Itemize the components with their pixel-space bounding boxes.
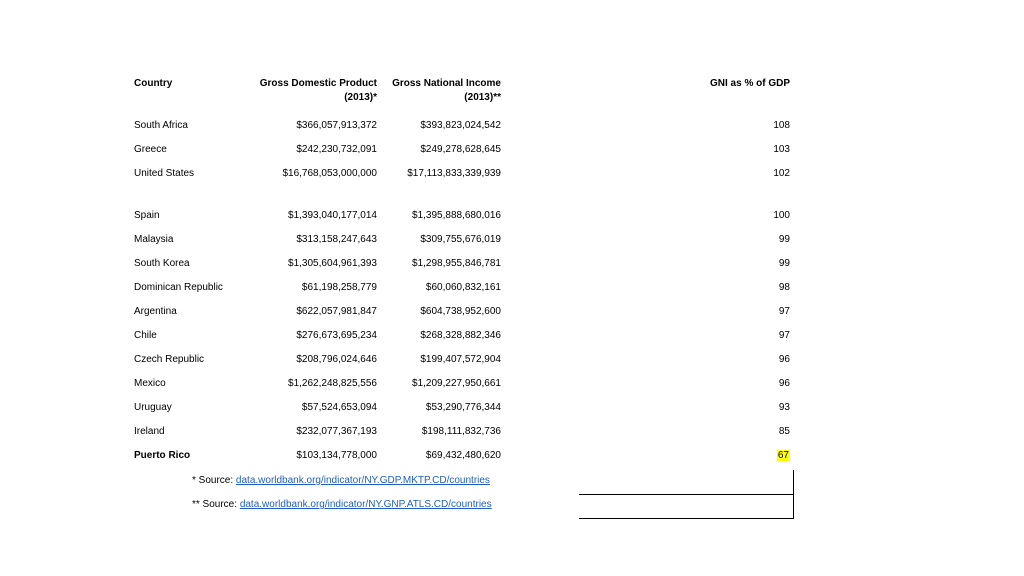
country-cell: South Africa <box>134 120 188 131</box>
pct-cell: 93 <box>778 402 790 413</box>
gni-cell: $393,823,024,542 <box>420 120 501 131</box>
country-cell: Spain <box>134 210 160 221</box>
source-gni-link[interactable]: data.worldbank.org/indicator/NY.GNP.ATLS.CD/countries <box>239 499 492 510</box>
pct-cell: 96 <box>778 378 790 389</box>
pct-cell: 103 <box>773 144 790 155</box>
country-cell: Ireland <box>134 426 165 437</box>
gdp-cell: $232,077,367,193 <box>296 426 377 437</box>
country-cell: South Korea <box>134 258 190 269</box>
source-prefix: * Source: <box>192 475 236 486</box>
header-gdp-line1: Gross Domestic Product <box>259 78 377 89</box>
gdp-cell: $276,673,695,234 <box>296 330 377 341</box>
gdp-cell: $366,057,913,372 <box>296 120 377 131</box>
header-gni-line2: (2013)** <box>464 92 501 103</box>
pct-cell: 99 <box>778 234 790 245</box>
table-rule-vertical <box>793 470 794 519</box>
gni-cell: $1,395,888,680,016 <box>412 210 501 221</box>
pct-cell: 102 <box>773 168 790 179</box>
gni-cell: $249,278,628,645 <box>420 144 501 155</box>
country-cell: Dominican Republic <box>134 282 223 293</box>
pct-cell: 108 <box>773 120 790 131</box>
gdp-cell: $242,230,732,091 <box>296 144 377 155</box>
country-cell: Mexico <box>134 378 166 389</box>
country-cell: Argentina <box>134 306 177 317</box>
gni-cell: $53,290,776,344 <box>425 402 501 413</box>
pct-cell: 97 <box>778 330 790 341</box>
country-cell: Greece <box>134 144 167 155</box>
pct-cell: 98 <box>778 282 790 293</box>
gdp-cell: $208,796,024,646 <box>296 354 377 365</box>
gni-cell: $198,111,832,736 <box>421 426 501 437</box>
source-gdp-link[interactable]: data.worldbank.org/indicator/NY.GDP.MKTP.CD/countries <box>235 475 490 486</box>
header-country: Country <box>134 78 173 89</box>
header-gni-pct: GNI as % of GDP <box>709 78 790 89</box>
source-prefix: ** Source: <box>192 499 240 510</box>
country-cell: Chile <box>134 330 157 341</box>
pct-cell: 97 <box>778 306 790 317</box>
table-rule <box>579 518 794 519</box>
pct-cell: 85 <box>778 426 790 437</box>
header-gni-line1: Gross National Income <box>392 78 501 89</box>
gni-cell: $1,209,227,950,661 <box>412 378 501 389</box>
gdp-cell: $1,305,604,961,393 <box>288 258 377 269</box>
gni-cell: $309,755,676,019 <box>420 234 501 245</box>
gni-cell: $199,407,572,904 <box>420 354 501 365</box>
pct-cell <box>690 449 790 462</box>
header-gdp-line2: (2013)* <box>344 92 377 103</box>
table-rule <box>579 494 794 495</box>
country-cell: Malaysia <box>134 234 174 245</box>
pct-cell: 96 <box>778 354 790 365</box>
gdp-cell: $1,262,248,825,556 <box>288 378 377 389</box>
gdp-cell: $622,057,981,847 <box>296 306 377 317</box>
gdp-cell: $103,134,778,000 <box>296 450 377 461</box>
gni-cell: $69,432,480,620 <box>425 450 501 461</box>
country-cell: United States <box>134 168 195 179</box>
country-cell: Puerto Rico <box>134 450 191 461</box>
gdp-cell: $61,198,258,779 <box>301 282 377 293</box>
highlighted-pct-value: 67 <box>777 450 789 461</box>
gdp-cell: $313,158,247,643 <box>296 234 377 245</box>
pct-cell: 99 <box>778 258 790 269</box>
source-gni <box>192 498 492 511</box>
gni-cell: $60,060,832,161 <box>425 282 501 293</box>
gdp-cell: $16,768,053,000,000 <box>282 168 377 179</box>
gni-cell: $268,328,882,346 <box>420 330 501 341</box>
pct-cell: 100 <box>773 210 790 221</box>
gdp-cell: $57,524,653,094 <box>301 402 377 413</box>
gdp-cell: $1,393,040,177,014 <box>288 210 377 221</box>
gni-cell: $604,738,952,600 <box>420 306 501 317</box>
gni-cell: $1,298,955,846,781 <box>412 258 501 269</box>
gni-cell: $17,113,833,339,939 <box>407 168 501 179</box>
country-cell: Czech Republic <box>134 354 205 365</box>
country-cell: Uruguay <box>134 402 172 413</box>
source-gdp <box>192 474 490 487</box>
